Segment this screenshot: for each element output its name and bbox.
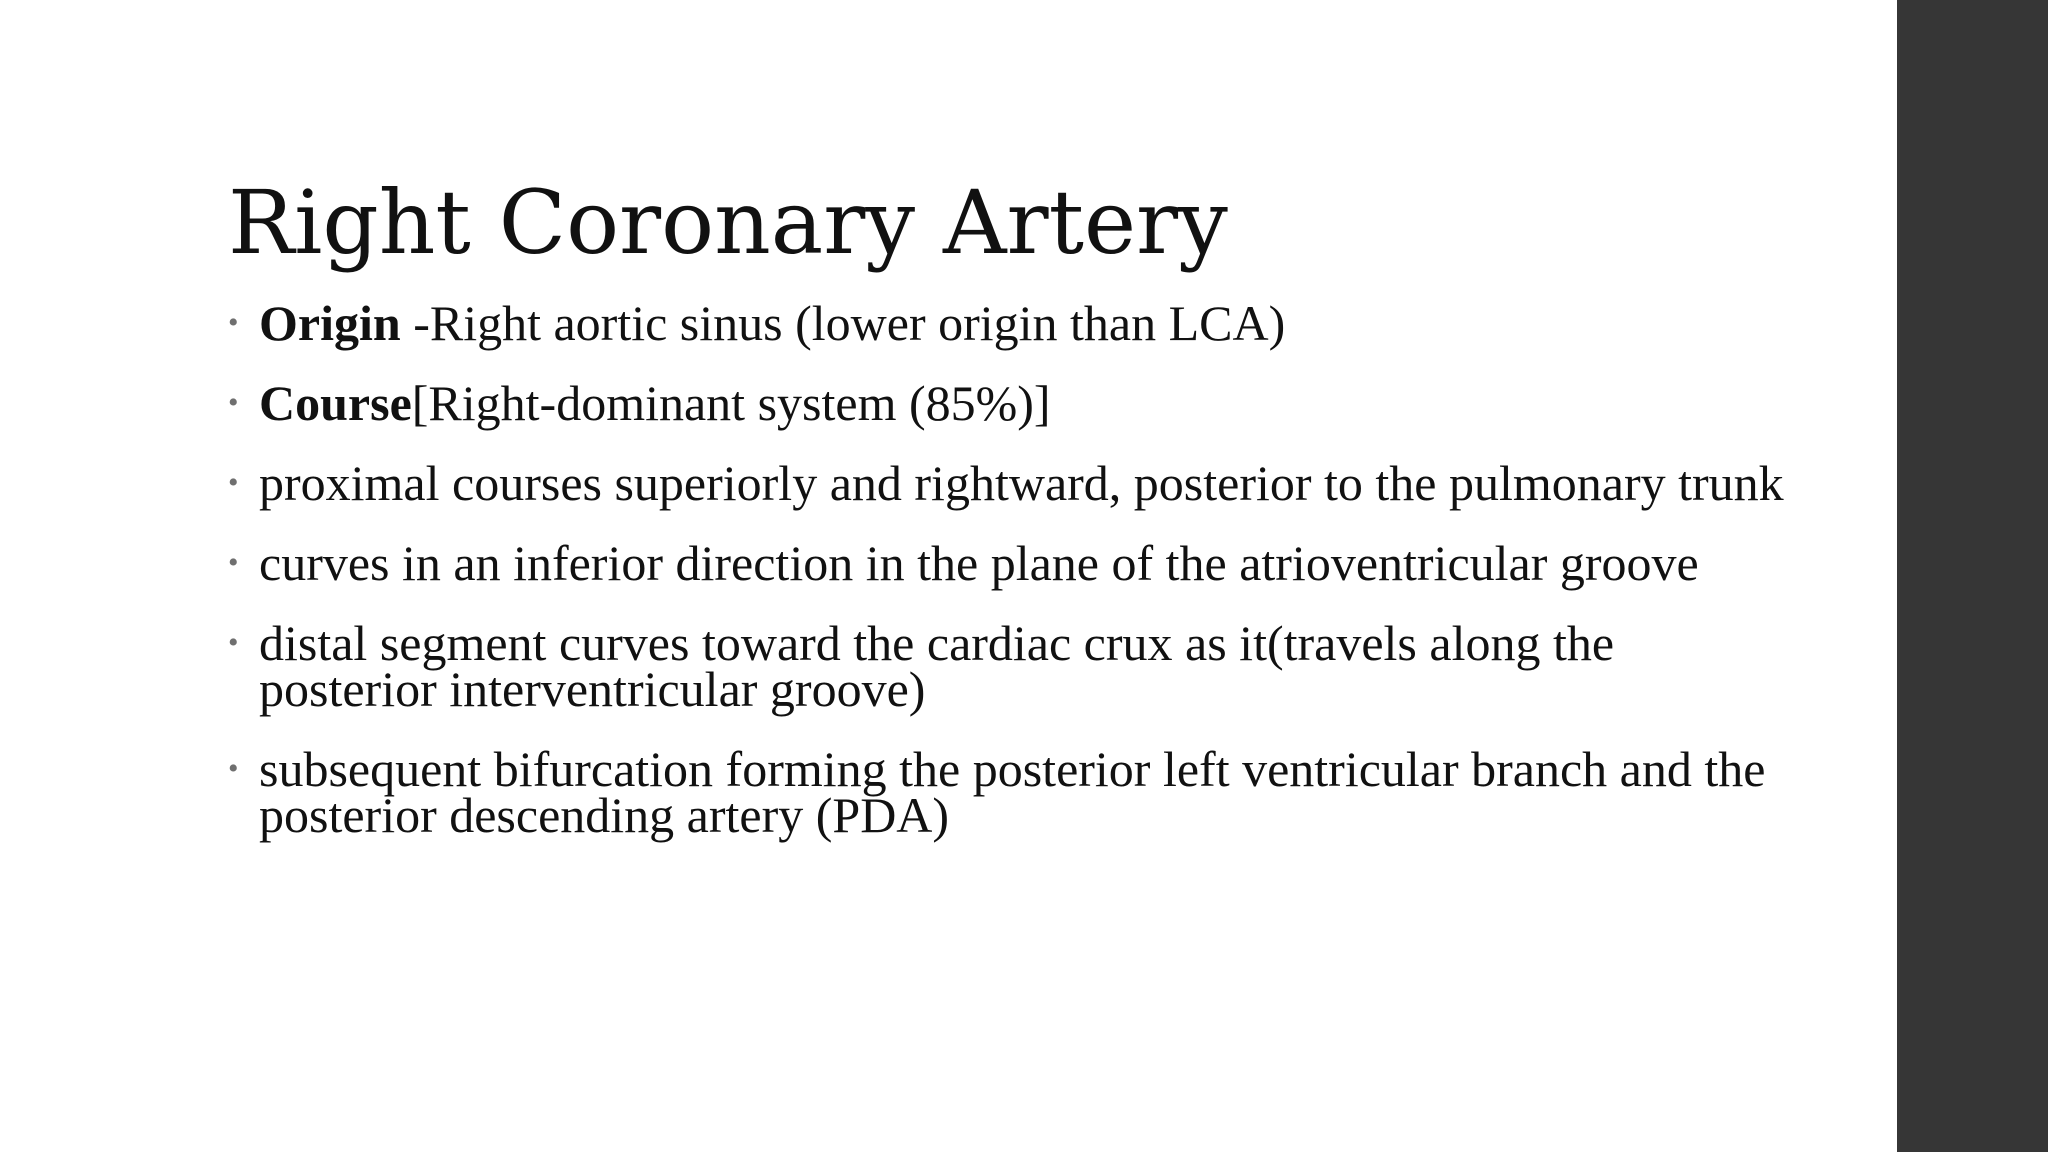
bullet-dot: • (228, 626, 239, 659)
bullet-course (224, 375, 1784, 431)
bullet-curves (224, 535, 1784, 591)
bullet-text: [Right-dominant system (85%)] (411, 375, 1051, 431)
bullet-proximal (224, 455, 1784, 511)
bullet-text: curves in an inferior direction in the plane of the atrioventricular groove (259, 535, 1699, 591)
bullet-dot: • (228, 546, 239, 579)
bullet-dot: • (228, 466, 239, 499)
bullet-text: distal segment curves toward the cardiac crux as it(travels along the posterior interventricular groove) (259, 615, 1615, 717)
bullet-list (224, 295, 1784, 872)
bullet-term: Origin (259, 295, 401, 351)
bullet-term: Course (259, 375, 412, 431)
bullet-text: -Right aortic sinus (lower origin than LCA) (400, 295, 1286, 351)
bullet-dot: • (228, 386, 239, 419)
bullet-text: proximal courses superiorly and rightward, posterior to the pulmonary trunk (259, 455, 1784, 511)
bullet-dot: • (228, 752, 239, 785)
bullet-bifurcation (224, 741, 1784, 843)
bullet-dot: • (228, 306, 239, 339)
slide-title: Right Coronary Artery (228, 171, 1228, 274)
bullet-text: subsequent bifurcation forming the posterior left ventricular branch and the posterior descending artery (PDA) (259, 741, 1766, 843)
bullet-origin (224, 295, 1784, 351)
bullet-distal (224, 615, 1784, 717)
side-bar (1897, 0, 2048, 1152)
